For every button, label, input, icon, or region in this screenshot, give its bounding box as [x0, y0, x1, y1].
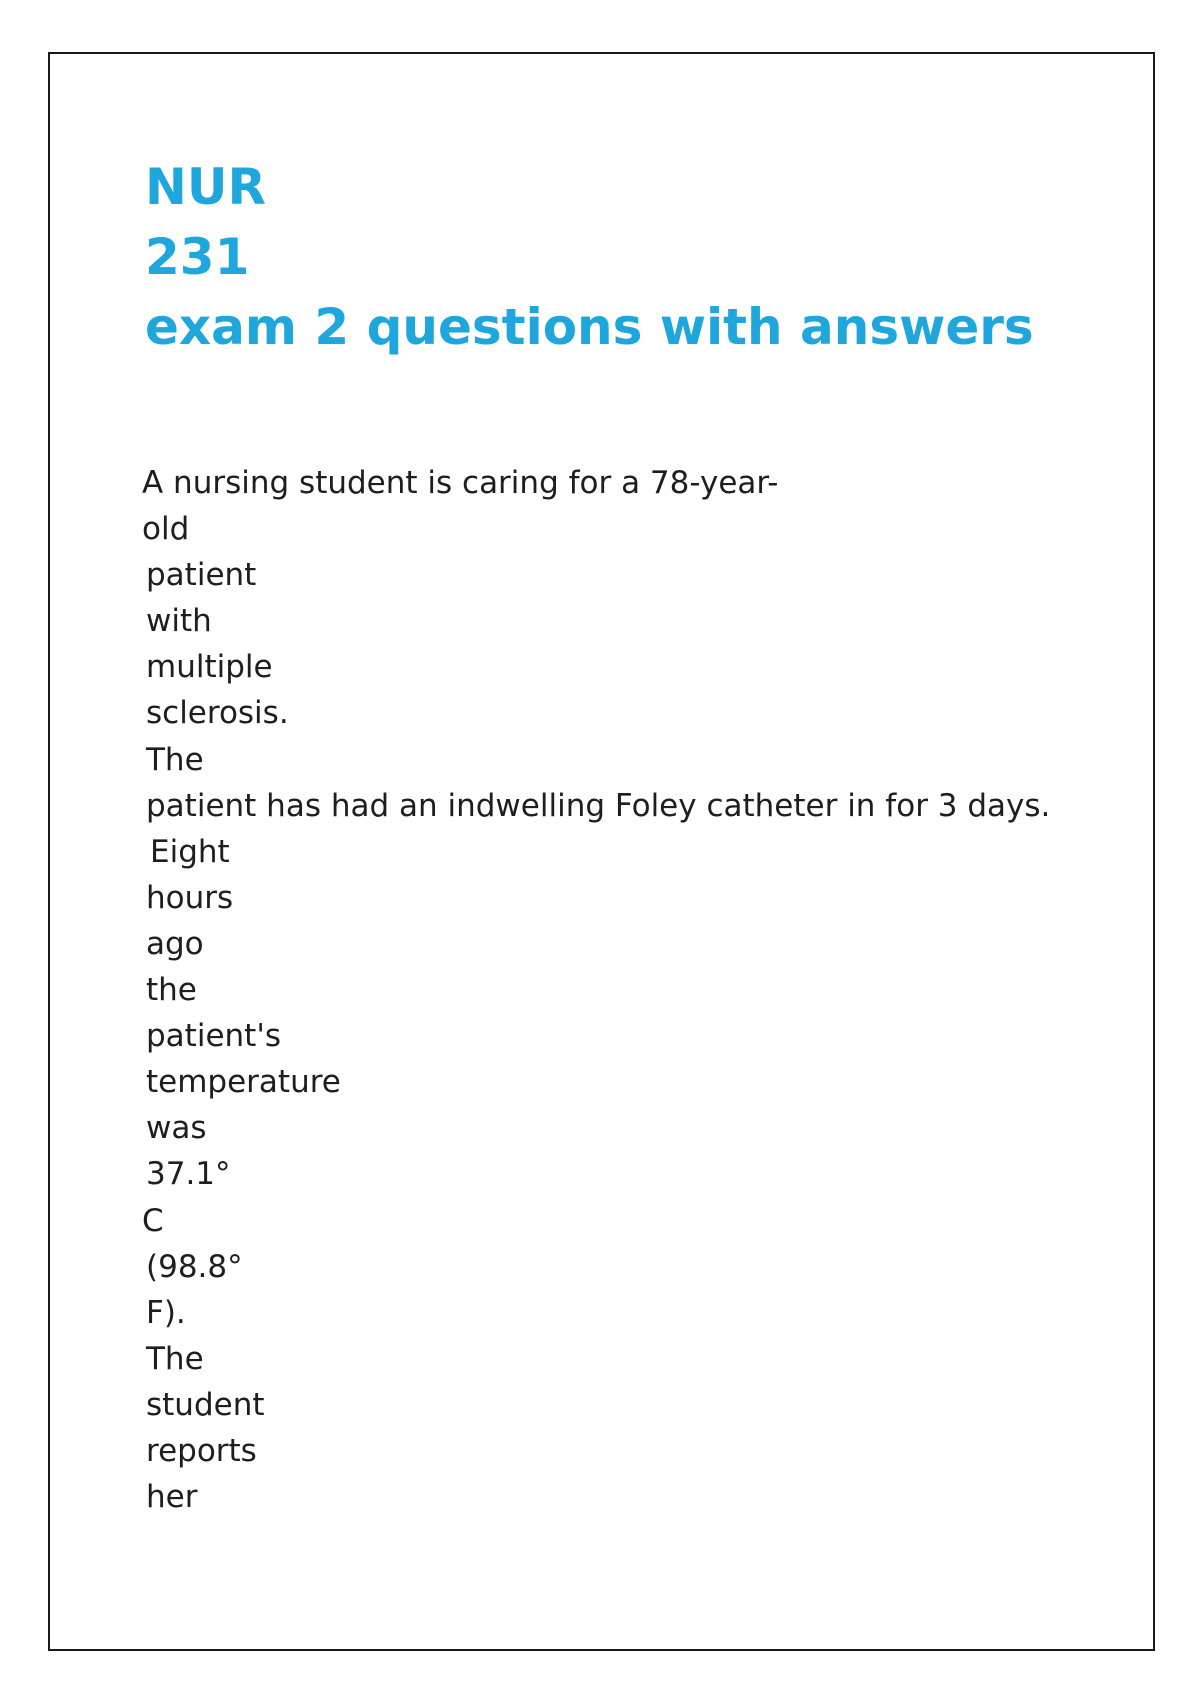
text-line: hours — [146, 879, 234, 916]
text-line: was — [146, 1110, 207, 1147]
text-line: 37.1° — [146, 1156, 231, 1193]
text-line: Eight — [150, 833, 230, 870]
text-line: The — [146, 741, 204, 778]
text-line: patient has had an indwelling Foley catheter in for 3 days. — [146, 787, 1051, 824]
text-line: C — [142, 1202, 164, 1239]
text-line: ago — [146, 925, 204, 962]
title-line-1: NUR — [145, 158, 266, 216]
question-text — [142, 460, 1050, 1520]
text-line: with — [146, 603, 212, 640]
text-line: The — [146, 1340, 204, 1377]
text-line: A nursing student is caring for a 78-year- — [142, 465, 779, 501]
text-line: temperature — [146, 1064, 341, 1101]
document-title — [145, 152, 1034, 362]
text-line: reports — [146, 1432, 257, 1469]
text-line: (98.8° — [146, 1248, 243, 1285]
title-line-3: exam 2 questions with answers — [145, 298, 1034, 356]
text-line: student — [146, 1386, 265, 1423]
text-line: F). — [146, 1294, 186, 1331]
text-line: the — [146, 972, 197, 1009]
text-line: patient's — [146, 1018, 281, 1055]
text-line: sclerosis. — [146, 695, 289, 732]
text-line: multiple — [146, 649, 273, 686]
text-line: her — [146, 1479, 198, 1516]
text-line: patient — [146, 557, 257, 594]
title-line-2: 231 — [145, 228, 250, 286]
text-line: old — [142, 511, 190, 548]
